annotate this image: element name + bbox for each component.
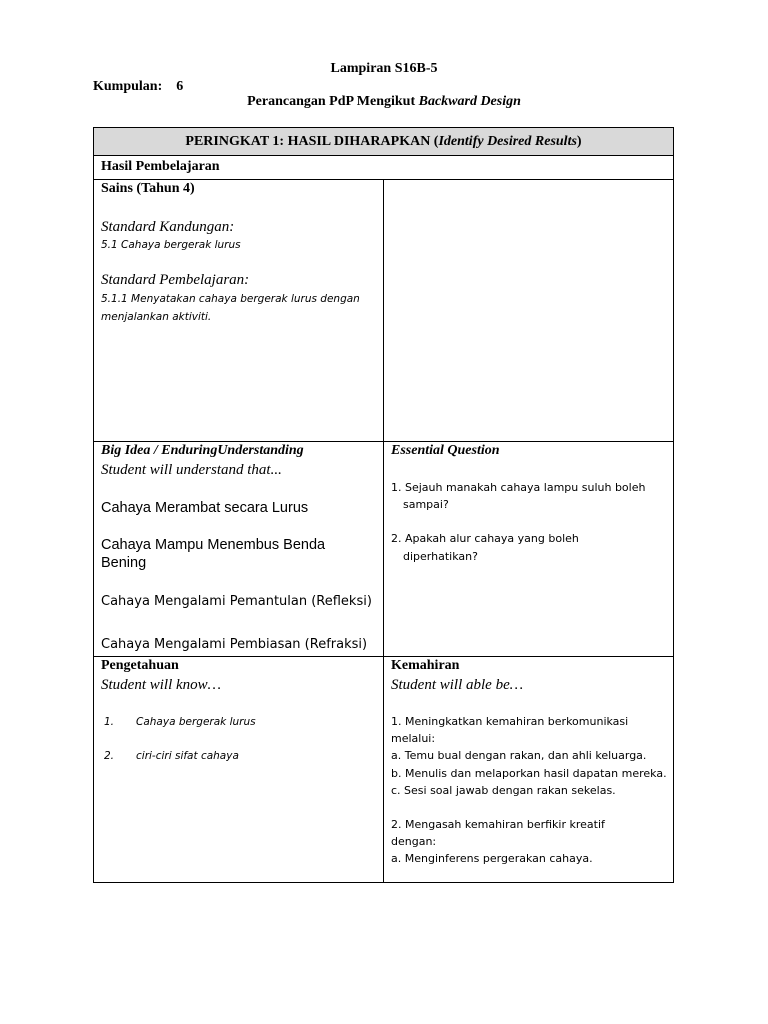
group-label: Kumpulan:	[93, 79, 163, 94]
skills-line: melalui:	[391, 732, 436, 745]
knowledge-heading: Pengetahuan	[101, 658, 179, 673]
essential-question-item-continued: diperhatikan?	[403, 550, 478, 563]
stage-heading-italic: Identify Desired Results	[438, 134, 577, 149]
skills-line: a. Menginferens pergerakan cahaya.	[391, 852, 593, 865]
subtitle-italic: Backward Design	[418, 94, 521, 109]
skills-line: 1. Meningkatkan kemahiran berkomunikasi	[391, 715, 629, 728]
big-idea-item: Cahaya Merambat secara Lurus	[101, 500, 309, 516]
content-standard-label: Standard Kandungan:	[101, 219, 235, 235]
skills-line: b. Menulis dan melaporkan hasil dapatan mereka.	[391, 767, 667, 780]
content-standard-text: 5.1 Cahaya bergerak lurus	[101, 239, 241, 251]
essential-question-heading: Essential Question	[391, 443, 500, 458]
stage-heading-close: )	[576, 134, 582, 149]
group-number: 6	[176, 79, 184, 94]
subject-label: Sains (Tahun 4)	[101, 181, 195, 196]
big-idea-heading: Big Idea / EnduringUnderstanding	[101, 443, 304, 458]
document-title: Lampiran S16B-5	[330, 61, 438, 76]
knowledge-item: Cahaya bergerak lurus	[136, 716, 256, 728]
skills-line: a. Temu bual dengan rakan, dan ahli keluarga.	[391, 749, 647, 762]
big-idea-item-continued: Bening	[101, 555, 147, 571]
stage-heading-text: PERINGKAT 1: HASIL DIHARAPKAN (	[185, 134, 439, 149]
essential-question-item: 1. Sejauh manakah cahaya lampu suluh boleh	[391, 481, 646, 494]
skills-line: c. Sesi soal jawab dengan rakan sekelas.	[391, 784, 616, 797]
knowledge-item-number: 2.	[104, 750, 115, 762]
skills-heading: Kemahiran	[391, 658, 460, 673]
learning-standard-text-2: menjalankan aktiviti.	[101, 311, 212, 323]
skills-prompt: Student will able be…	[391, 677, 524, 693]
knowledge-item-number: 1.	[104, 716, 115, 728]
big-idea-item: Cahaya Mampu Menembus Benda	[101, 537, 326, 553]
knowledge-item: ciri-ciri sifat cahaya	[136, 750, 239, 762]
essential-question-item-continued: sampai?	[403, 498, 449, 511]
stage-heading	[94, 128, 673, 155]
row-divider	[93, 155, 674, 156]
big-idea-item: Cahaya Mengalami Pembiasan (Refraksi)	[101, 637, 368, 652]
skills-line: dengan:	[391, 835, 437, 848]
big-idea-item: Cahaya Mengalami Pemantulan (Refleksi)	[101, 594, 372, 609]
learning-standard-label: Standard Pembelajaran:	[101, 272, 250, 288]
learning-outcomes-heading: Hasil Pembelajaran	[101, 159, 220, 174]
essential-question-item: 2. Apakah alur cahaya yang boleh	[391, 532, 579, 545]
subtitle-text: Perancangan PdP Mengikut	[247, 94, 419, 109]
learning-standard-text-1: 5.1.1 Menyatakan cahaya bergerak lurus dengan	[101, 293, 360, 305]
group-line	[93, 79, 183, 95]
document-subtitle	[0, 94, 768, 110]
skills-line: 2. Mengasah kemahiran berfikir kreatif	[391, 818, 605, 831]
knowledge-prompt: Student will know…	[101, 677, 221, 693]
big-idea-prompt: Student will understand that...	[101, 462, 282, 478]
column-divider	[383, 179, 384, 882]
